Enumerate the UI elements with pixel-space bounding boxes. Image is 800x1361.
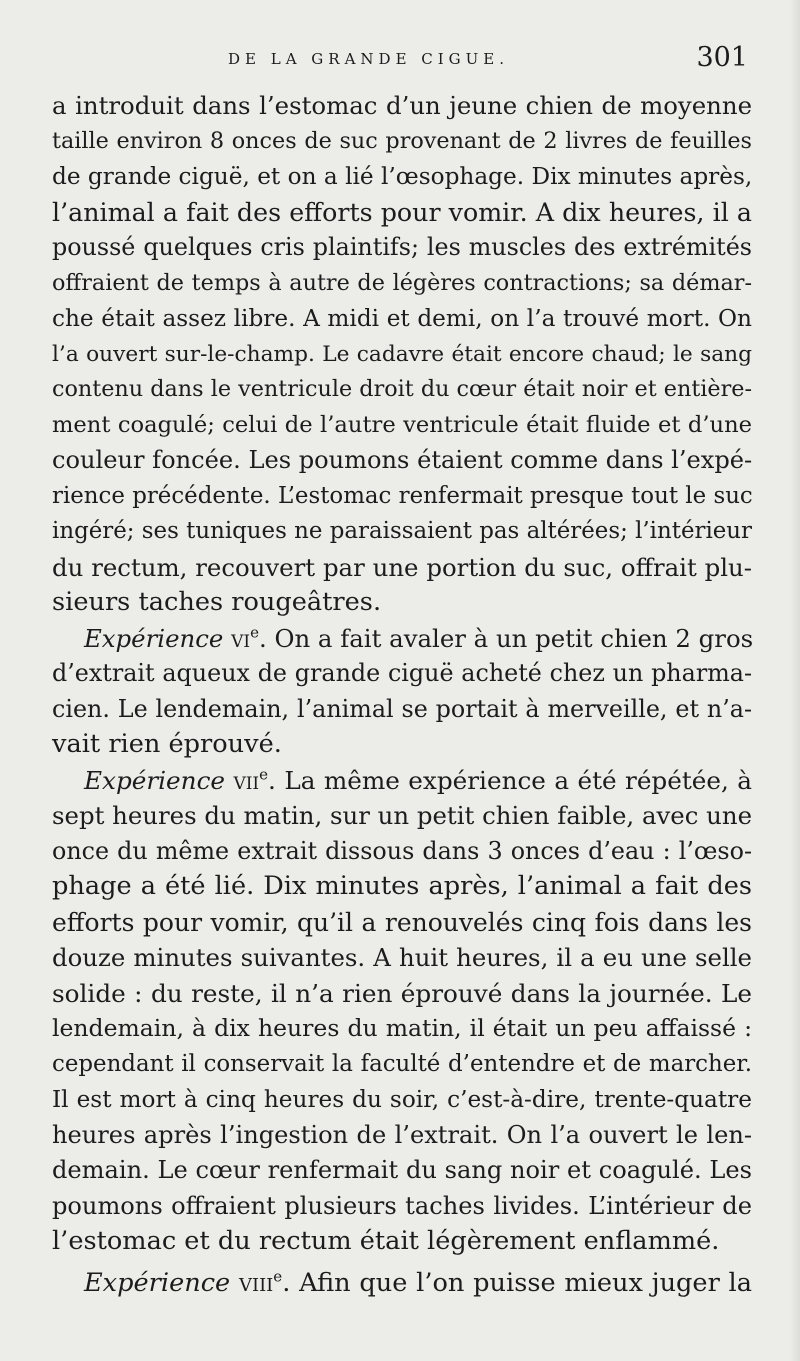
experience-label: Expérience <box>84 623 224 653</box>
page-number: 301 <box>696 42 748 73</box>
text-line: contenu dans le ventricule droit du cœur était noir et entière- <box>52 376 752 402</box>
text-line: phage a été lié. Dix minutes après, l’animal a fait des <box>52 871 752 901</box>
text-line: che était assez libre. A midi et demi, on l’a trouvé mort. On <box>52 305 752 332</box>
text-line: a introduit dans l’estomac d’un jeune chien de moyenne <box>52 91 752 120</box>
text-line <box>52 763 752 799</box>
text-line: offraient de temps à autre de légères contractions; sa démar- <box>52 269 752 296</box>
text-line: l’estomac et du rectum était légèrement enflammé. <box>52 1226 720 1256</box>
text-line: vait rien éprouvé. <box>52 729 282 759</box>
text-line <box>52 621 752 657</box>
text-line: cependant il conservait la faculté d’entendre et de marcher. <box>52 1050 752 1077</box>
text-line: efforts pour vomir, qu’il a renouvelés cinq fois dans les <box>52 907 752 937</box>
text-line: lendemain, à dix heures du matin, il était un peu affaissé : <box>52 1014 752 1042</box>
text-line: poussé quelques cris plaintifs; les muscles des extrémités <box>52 233 752 261</box>
ordinal-suffix: e <box>259 764 269 783</box>
text-line: d’extrait aqueux de grande ciguë acheté chez un pharma- <box>52 659 752 687</box>
text-line: Il est mort à cinq heures du soir, c’est-à-dire, trente-quatre <box>52 1086 752 1113</box>
experience-8-paragraph <box>52 1266 752 1302</box>
page-header <box>52 44 752 80</box>
experience-numeral: vii <box>233 765 260 795</box>
text-line: rience précédente. L’estomac renfermait presque tout le suc <box>52 482 753 509</box>
text-line: heures après l’ingestion de l’extrait. On l’a ouvert le len- <box>52 1120 752 1149</box>
body-text <box>52 88 752 1301</box>
experience-label: Expérience <box>84 1267 231 1298</box>
text-line: solide : du reste, il n’a rien éprouvé dans la journée. Le <box>52 978 752 1008</box>
text-line: l’animal a fait des efforts pour vomir. A dix heures, il a <box>52 197 752 227</box>
text-fragment: . La même expérience a été répétée, à <box>268 765 752 795</box>
text-line: cien. Le lendemain, l’animal se portait à merveille, et n’a- <box>52 694 752 723</box>
text-line: douze minutes suivantes. A huit heures, il a eu une selle <box>52 943 752 972</box>
text-fragment: . Afin que l’on puisse mieux juger la <box>282 1267 753 1298</box>
text-line: ment coagulé; celui de l’autre ventricule était fluide et d’une <box>52 411 752 438</box>
ordinal-suffix: e <box>273 1266 283 1285</box>
text-line: couleur foncée. Les poumons étaient comme dans l’expé- <box>52 446 753 474</box>
running-title: DE LA GRANDE CIGUE. <box>228 50 510 68</box>
text-line: ingéré; ses tuniques ne paraissaient pas altérées; l’intérieur <box>52 518 752 544</box>
text-line: l’a ouvert sur-le-champ. Le cadavre était encore chaud; le sang <box>52 341 752 367</box>
experience-7-paragraph <box>52 763 752 1260</box>
text-fragment: . On a fait avaler à un petit chien 2 gros <box>258 623 754 653</box>
ordinal-suffix: e <box>250 622 259 641</box>
paragraph-continuation <box>52 88 752 621</box>
text-line: de grande ciguë, et on a lié l’œsophage. Dix minutes après, <box>52 163 753 190</box>
text-line: taille environ 8 onces de suc provenant de 2 livres de feuilles <box>52 127 752 154</box>
text-line: sieurs taches rougeâtres. <box>52 587 382 617</box>
text-line <box>52 1266 752 1302</box>
experience-label: Expérience <box>84 765 226 795</box>
text-line: demain. Le cœur renfermait du sang noir et coagulé. Les <box>52 1156 752 1184</box>
experience-6-paragraph <box>52 621 752 763</box>
text-line: sept heures du matin, sur un petit chien faible, avec une <box>52 801 752 830</box>
text-line: once du même extrait dissous dans 3 onces d’eau : l’œso- <box>52 836 752 865</box>
experience-numeral: vi <box>231 623 251 653</box>
text-line: poumons offraient plusieurs taches livides. L’intérieur de <box>52 1191 752 1220</box>
text-line: du rectum, recouvert par une portion du suc, offrait plu- <box>52 552 752 582</box>
experience-numeral: viii <box>238 1267 274 1298</box>
